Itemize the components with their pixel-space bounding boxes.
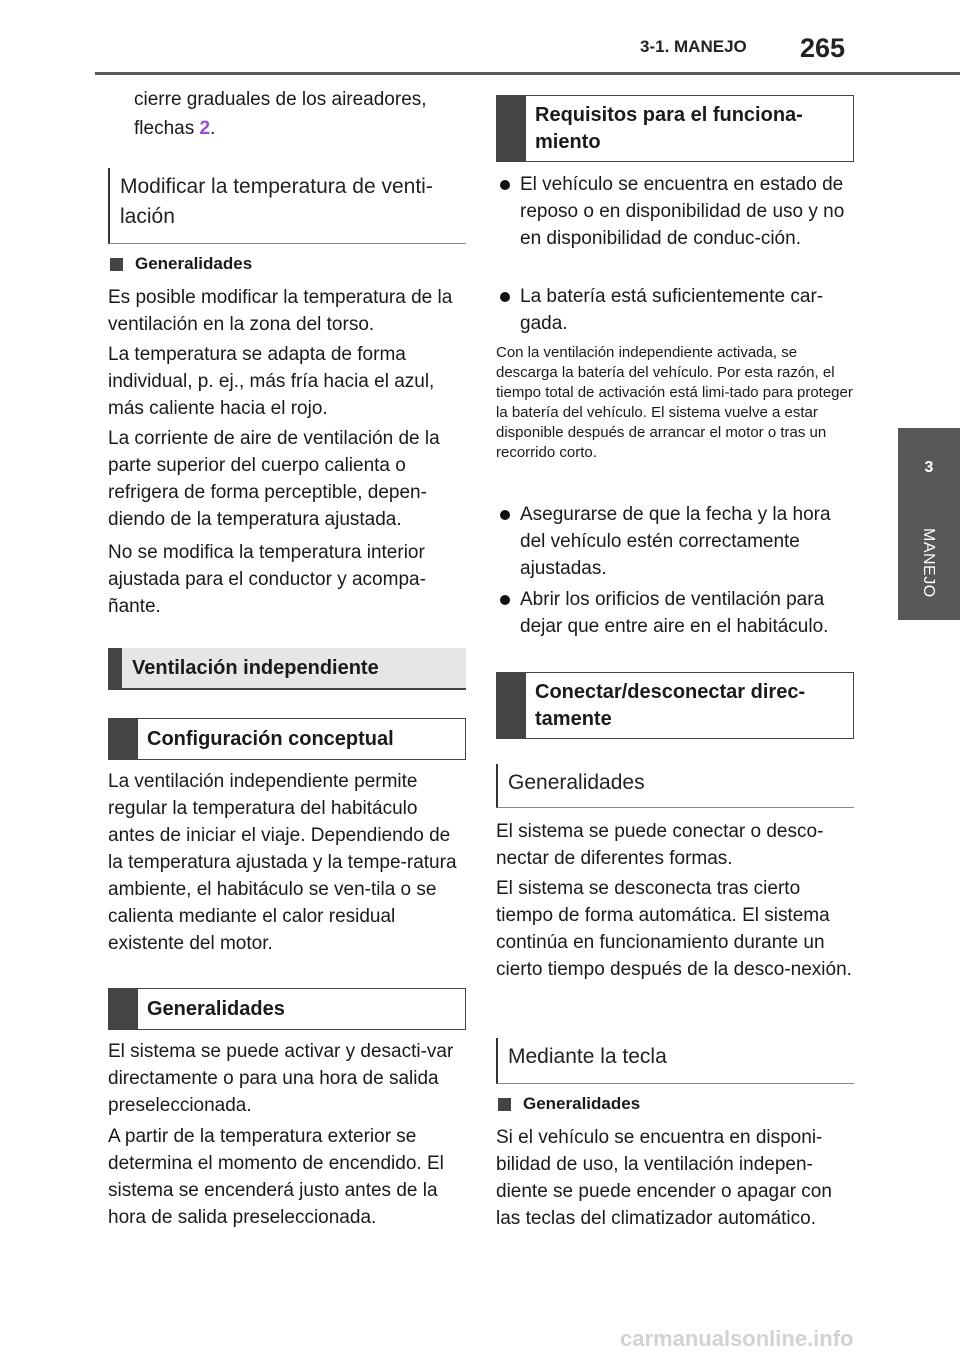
paragraph: El sistema se puede conectar o desco-nectar de diferentes formas. (496, 821, 824, 869)
subheading-text: Generalidades (523, 1094, 641, 1113)
intro-end: . (210, 118, 216, 139)
list-item (496, 586, 854, 640)
heading-modify-temperature: Modificar la temperatura de venti-lación (108, 168, 466, 244)
subheading-general (110, 254, 252, 274)
bullet-icon (500, 595, 510, 605)
heading-independent-ventilation: Ventilación independiente (108, 648, 466, 690)
list-item (496, 283, 854, 337)
square-bullet-icon (498, 1098, 511, 1111)
paragraph: La temperatura se adapta de forma individual, p. ej., más fría hacia el azul, más caliente hacia el rojo. (108, 344, 435, 419)
heading-requirements: Requisitos para el funciona-miento (496, 95, 854, 162)
page-number: 265 (800, 33, 846, 63)
heading-conceptual-config: Configuración conceptual (108, 718, 466, 760)
heading-connect-disconnect: Conectar/desconectar direc-tamente (496, 672, 854, 739)
paragraph: El sistema se puede activar y desacti-var directamente o para una hora de salida preseleccionada. (108, 1041, 454, 1116)
arrow-reference: 2 (199, 118, 211, 139)
list-item-text: Abrir los orificios de ventilación para dejar que entre aire en el habitáculo. (520, 589, 829, 637)
paragraph: A partir de la temperatura exterior se determina el momento de encendido. El sistema se encenderá justo antes de la hora de salida preseleccionada. (108, 1126, 444, 1228)
watermark: carmanualsonline.info (620, 1326, 854, 1351)
bullet-icon (500, 292, 510, 302)
intro-line-2 (134, 115, 466, 142)
section-reference: 3-1. MANEJO (640, 37, 747, 56)
intro-line-1: cierre graduales de los aireadores, (134, 89, 427, 110)
subheading-text: Generalidades (135, 254, 253, 273)
paragraph: El sistema se desconecta tras cierto tiempo de forma automática. El sistema continúa en funcionamiento durante un cierto tiempo después de la desco-nexión. (496, 878, 852, 980)
heading-general: Generalidades (496, 764, 854, 808)
paragraph: No se modifica la temperatura interior ajustada para el conductor y acompa-ñante. (108, 542, 426, 617)
heading-general: Generalidades (108, 988, 466, 1030)
list-item-text: La batería está suficientemente car-gada. (520, 286, 824, 334)
note-paragraph: Con la ventilación independiente activada, se descarga la batería del vehículo. Por esta razón, el tiempo total de activación está limi-tado para proteger la batería del vehículo. El sistema vuelve a estar disponible después de arrancar el motor o tras un recorrido corto. (496, 344, 853, 461)
list-item (496, 171, 854, 252)
square-bullet-icon (110, 258, 123, 271)
heading-via-key: Mediante la tecla (496, 1038, 854, 1084)
paragraph: La corriente de aire de ventilación de la parte superior del cuerpo calienta o refrigera de forma perceptible, depen-diendo de la temperatura ajustada. (108, 428, 440, 530)
subheading-general (498, 1094, 640, 1114)
chapter-tab: 3 (898, 428, 960, 508)
bullet-icon (500, 510, 510, 520)
bullet-icon (500, 180, 510, 190)
paragraph: La ventilación independiente permite regular la temperatura del habitáculo antes de iniciar el viaje. Dependiendo de la temperatura ajustada y la tempe-ratura ambiente, el habitáculo se ven-tila o se calienta mediante el calor residual existente del motor. (108, 771, 457, 954)
intro-text: flechas (134, 118, 195, 139)
paragraph: Si el vehículo se encuentra en disponi-bilidad de uso, la ventilación indepen-diente se puede encender o apagar con las teclas del climatizador automático. (496, 1127, 832, 1229)
chapter-label: MANEJO (920, 527, 937, 598)
list-item (496, 501, 854, 582)
list-item-text: Asegurarse de que la fecha y la hora del vehículo estén correctamente ajustadas. (520, 504, 831, 579)
header-rule (95, 72, 960, 75)
list-item-text: El vehículo se encuentra en estado de reposo o en disponibilidad de uso y no en disponibilidad de conduc-ción. (520, 174, 845, 249)
paragraph: Es posible modificar la temperatura de la ventilación en la zona del torso. (108, 287, 453, 335)
